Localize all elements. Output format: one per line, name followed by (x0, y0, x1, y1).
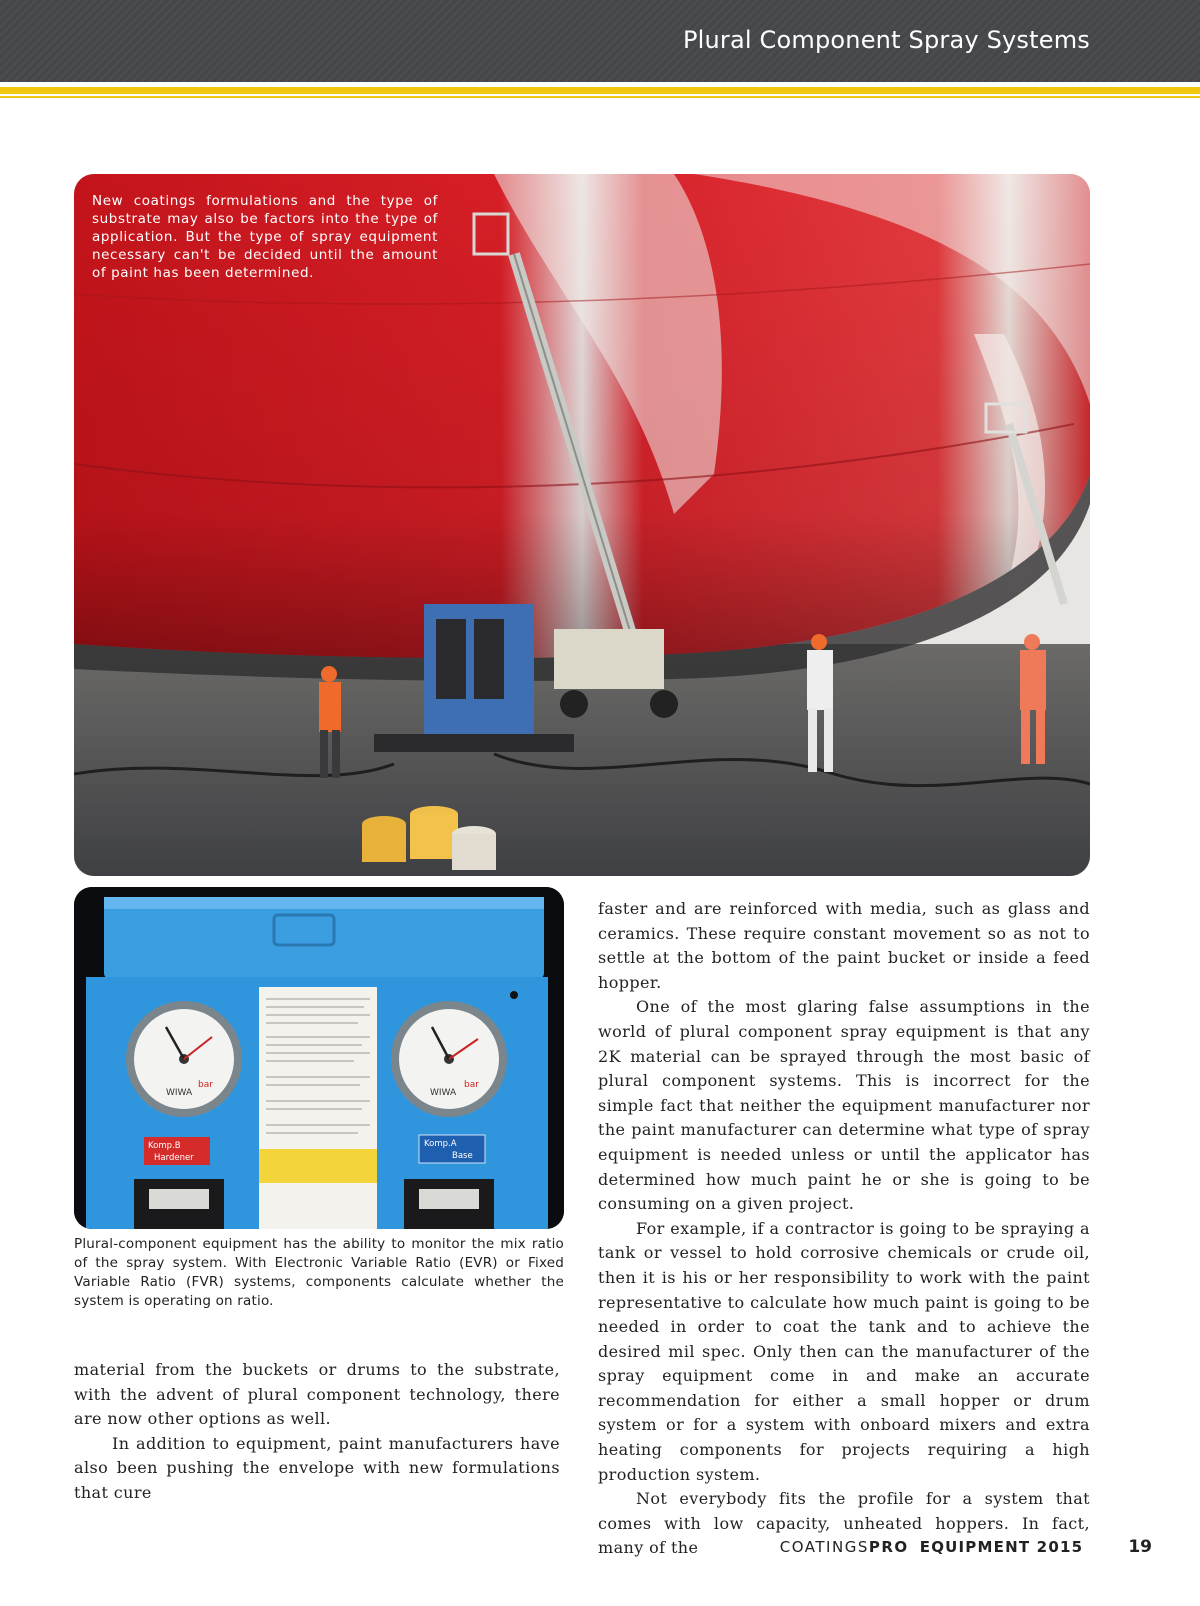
magazine-name (780, 1538, 909, 1556)
komp-b-sublabel: Hardener (154, 1153, 194, 1163)
photo-caption-overlay: New coatings formulations and the type of substrate may also be factors into the type of application. But the type of spray equipment necessary can't be decided until the amount of paint has been determined. (92, 193, 438, 281)
right-gauge-unit: bar (464, 1080, 479, 1090)
left-gauge-brand: WIWA (166, 1088, 193, 1098)
magazine-name-light: COATINGS (779, 1538, 869, 1556)
ship-hull-photo (74, 174, 1090, 876)
paragraph: faster and are reinforced with media, such as glass and ceramics. These require constant movement so as not to settle at the bottom of the paint bucket or inside a feed hopper. (598, 899, 1090, 992)
body-column-left (74, 1358, 560, 1506)
page-header (0, 0, 1200, 82)
right-gauge-brand: WIWA (430, 1088, 457, 1098)
komp-b-label: Komp.B (148, 1141, 181, 1151)
header-divider-line (0, 96, 1200, 98)
komp-a-sublabel: Base (452, 1151, 473, 1161)
equipment-gauges-photo (74, 887, 564, 1229)
gauge-panel-illustration (74, 887, 564, 1229)
magazine-name-bold: PRO (868, 1538, 909, 1556)
komp-a-label: Komp.A (424, 1139, 457, 1149)
paragraph: One of the most glaring false assumptions in the world of plural component spray equipment is that any 2K material can be sprayed through the most basic of plural component systems. This is incorrect for the simple fact that neither the equipment manufacturer nor the paint manufacturer can determine what type of spray equipment is needed unless or until the applicator has determined how much paint he or she is going to be consuming on a given project. (598, 997, 1090, 1214)
paragraph: For example, if a contractor is going to be spraying a tank or vessel to hold corrosive chemicals or crude oil, then it is his or her responsibility to work with the paint representative to calculate how much paint is going to be needed in order to coat the tank and to achieve the desired mil spec. Only then can the manufacturer of the spray equipment come in and make an accurate recommendation for either a small hopper or drum system or for a system with onboard mixers and extra heating components for projects requiring a high production system. (598, 1218, 1090, 1484)
page-number: 19 (1128, 1537, 1152, 1557)
section-title: Plural Component Spray Systems (682, 26, 1090, 54)
body-column-right (598, 897, 1090, 1561)
left-gauge-unit: bar (198, 1080, 213, 1090)
paragraph: Not everybody fits the profile for a system that comes with low capacity, unheated hoppers. In fact, many of the (598, 1489, 1090, 1558)
page-footer (780, 1537, 1152, 1557)
header-divider-yellow (0, 87, 1200, 94)
paragraph: In addition to equipment, paint manufacturers have also been pushing the envelope with new formulations that cure (74, 1433, 560, 1502)
edition-label: EQUIPMENT 2015 (919, 1538, 1084, 1556)
equipment-photo-caption: Plural-component equipment has the ability to monitor the mix ratio of the spray system. With Electronic Variable Ratio (EVR) or Fixed Variable Ratio (FVR) systems, components calculate whether the system is operating on ratio. (74, 1236, 564, 1309)
paragraph: material from the buckets or drums to the substrate, with the advent of plural component technology, there are now other options as well. (74, 1360, 560, 1429)
